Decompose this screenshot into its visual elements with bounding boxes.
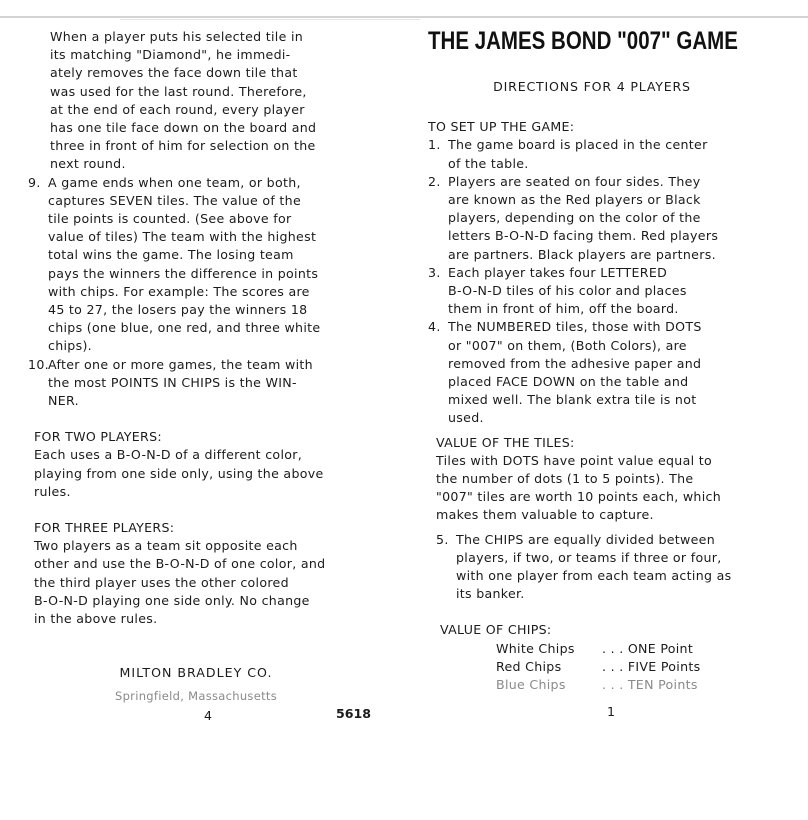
- text-line: tile points is counted. (See above for: [48, 211, 292, 227]
- text-line: playing from one side only, using the above: [34, 465, 324, 481]
- chip-name: White Chips: [496, 640, 575, 656]
- text-line: total wins the game. The losing team: [48, 247, 294, 263]
- text-line: placed FACE DOWN on the table and: [448, 374, 689, 390]
- directions-subtitle: DIRECTIONS FOR 4 PLAYERS: [493, 79, 691, 94]
- text-line: The game board is placed in the center: [448, 137, 708, 153]
- setup-heading: TO SET UP THE GAME:: [428, 119, 575, 135]
- rule-item-10: [28, 356, 356, 411]
- chips-heading: VALUE OF CHIPS:: [440, 622, 552, 638]
- game-title: THE JAMES BOND "007" GAME: [428, 27, 738, 55]
- text-line: mixed well. The blank extra tile is not: [448, 392, 697, 408]
- setup-step-1: [428, 136, 756, 172]
- three-players-heading: FOR THREE PLAYERS:: [34, 520, 175, 536]
- text-line: The NUMBERED tiles, those with DOTS: [448, 319, 702, 335]
- text-line: After one or more games, the team with: [48, 356, 313, 372]
- chip-row: [428, 658, 756, 676]
- right-page: [428, 28, 756, 694]
- text-line: NER.: [48, 393, 79, 409]
- two-players-heading: FOR TWO PLAYERS:: [34, 429, 162, 445]
- left-page-number: 4: [204, 708, 213, 723]
- step-number: 4.: [428, 319, 441, 335]
- continued-paragraph: [36, 28, 356, 174]
- text-line: the most POINTS IN CHIPS is the WIN-: [48, 374, 297, 390]
- text-line: three in front of him for selection on the: [50, 138, 316, 154]
- text-line: has one tile face down on the board and: [50, 120, 317, 136]
- text-line: the number of dots (1 to 5 points). The: [436, 471, 694, 487]
- chip-value: . . . ONE Point: [602, 640, 694, 656]
- text-line: When a player puts his selected tile in: [50, 29, 304, 44]
- three-players-paragraph: [34, 537, 356, 628]
- text-line: chips).: [48, 338, 92, 354]
- step-number: 3.: [428, 264, 441, 280]
- text-line: B-O-N-D tiles of his color and places: [448, 283, 687, 299]
- text-line: letters B-O-N-D facing them. Red players: [448, 228, 719, 244]
- catalog-number: 5618: [336, 706, 372, 721]
- text-line: captures SEVEN tiles. The value of the: [48, 192, 302, 208]
- text-line: its matching "Diamond", he immedi-: [50, 47, 291, 63]
- step-number: 5.: [436, 531, 449, 547]
- text-line: Each player takes four LETTERED: [448, 264, 668, 280]
- text-line: with one player from each team acting as: [456, 568, 732, 584]
- two-players-paragraph: [34, 446, 356, 501]
- text-line: at the end of each round, every player: [50, 101, 305, 117]
- chip-name: Blue Chips: [496, 677, 566, 693]
- text-line: used.: [448, 410, 484, 426]
- setup-steps: [428, 136, 756, 427]
- tiles-paragraph: [428, 452, 756, 525]
- text-line: Each uses a B-O-N-D of a different color,: [34, 447, 303, 463]
- text-line: them in front of him, off the board.: [448, 301, 679, 317]
- text-line: its banker.: [456, 586, 525, 602]
- text-line: of the table.: [448, 155, 529, 171]
- text-line: Players are seated on four sides. They: [448, 173, 701, 189]
- text-line: The CHIPS are equally divided between: [456, 531, 716, 547]
- setup-step-4: [428, 318, 756, 427]
- item-number: 10.: [28, 356, 49, 372]
- text-line: the third player uses the other colored: [34, 574, 289, 590]
- rule-item-9: [28, 174, 356, 356]
- text-line: ately removes the face down tile that: [50, 65, 298, 81]
- text-line: with chips. For example: The scores are: [48, 283, 310, 299]
- tiles-heading: VALUE OF THE TILES:: [436, 434, 575, 450]
- text-line: players, if two, or teams if three or four,: [456, 549, 722, 565]
- text-line: chips (one blue, one red, and three white: [48, 320, 321, 336]
- text-line: players, depending on the color of the: [448, 210, 701, 226]
- text-line: rules.: [34, 483, 71, 499]
- setup-step-3: [428, 264, 756, 319]
- text-line: Tiles with DOTS have point value equal to: [436, 452, 712, 468]
- text-line: in the above rules.: [34, 611, 158, 627]
- text-line: makes them valuable to capture.: [436, 507, 654, 523]
- text-line: or "007" on them, (Both Colors), are: [448, 337, 687, 353]
- setup-step-5: [428, 531, 756, 604]
- chip-value: . . . TEN Points: [602, 677, 698, 693]
- chip-row: [428, 640, 756, 658]
- text-line: B-O-N-D playing one side only. No change: [34, 592, 310, 608]
- text-line: Two players as a team sit opposite each: [34, 538, 298, 554]
- text-line: are known as the Red players or Black: [448, 192, 701, 208]
- text-line: removed from the adhesive paper and: [448, 355, 702, 371]
- text-line: are partners. Black players are partners.: [448, 246, 716, 262]
- text-line: A game ends when one team, or both,: [48, 174, 301, 190]
- publisher-name: MILTON BRADLEY CO.: [119, 665, 273, 681]
- publisher-city: Springfield, Massachusetts: [114, 688, 277, 703]
- left-page: [28, 28, 356, 705]
- chip-name: Red Chips: [496, 658, 562, 674]
- top-edge-line: [0, 16, 808, 18]
- text-line: was used for the last round. Therefore,: [50, 83, 307, 99]
- chip-row: [428, 676, 756, 694]
- text-line: "007" tiles are worth 10 points each, which: [436, 489, 722, 505]
- chips-table: [428, 640, 756, 695]
- text-line: pays the winners the difference in points: [48, 265, 319, 281]
- item-number: 9.: [28, 174, 41, 190]
- step-number: 1.: [428, 137, 441, 153]
- chip-value: . . . FIVE Points: [602, 658, 701, 674]
- text-line: next round.: [50, 156, 126, 172]
- right-page-number: 1: [607, 704, 616, 719]
- top-edge-line-faint: [120, 19, 420, 20]
- setup-step-2: [428, 173, 756, 264]
- text-line: value of tiles) The team with the highest: [48, 229, 317, 245]
- text-line: other and use the B-O-N-D of one color, and: [34, 556, 326, 572]
- text-line: 45 to 27, the losers pay the winners 18: [48, 302, 308, 318]
- step-number: 2.: [428, 173, 441, 189]
